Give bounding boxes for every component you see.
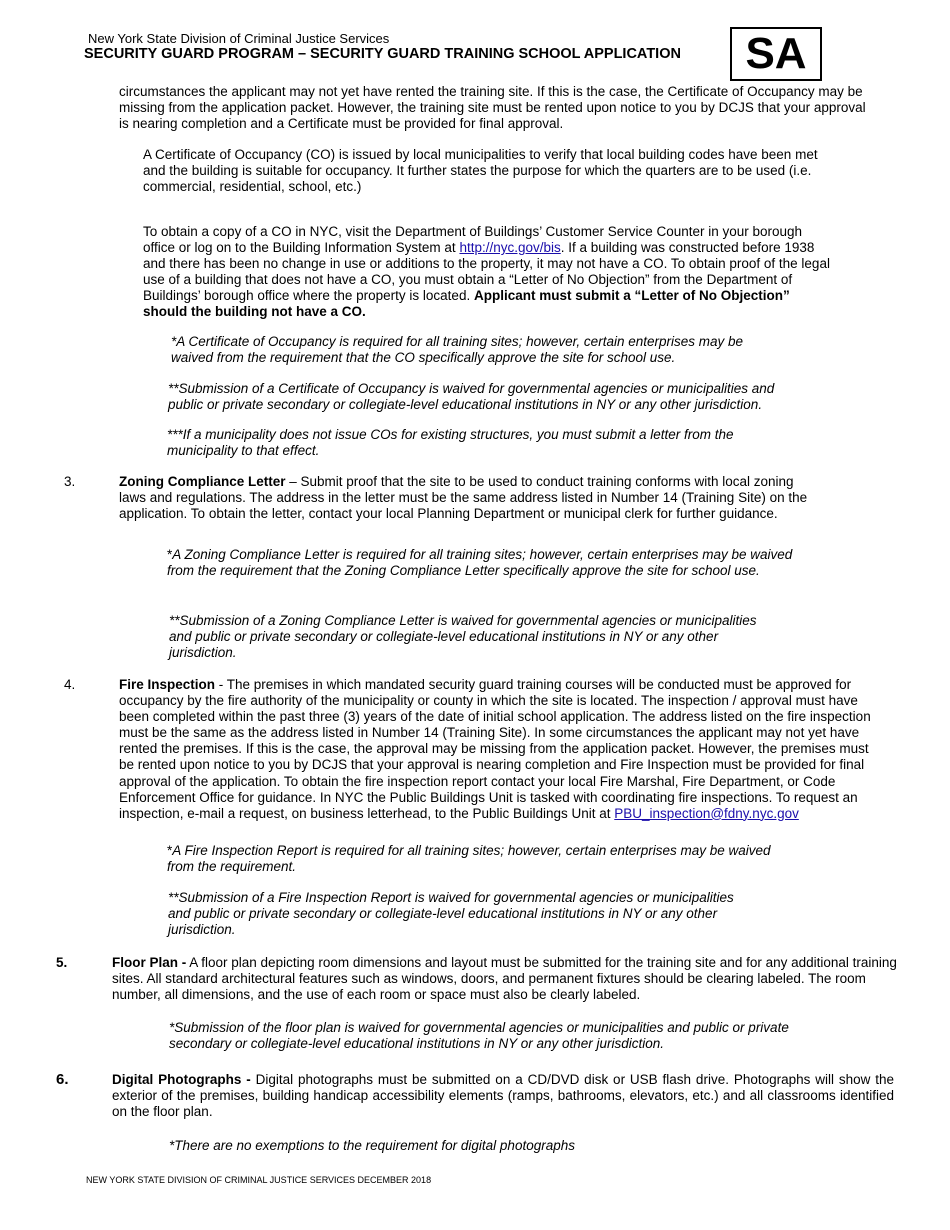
zoning-note-1-text: A Zoning Compliance Letter is required for all training sites; however, certain enterprises may be waived from the requirement that the Zoning Compliance Letter specifically approve the site for school use. <box>167 547 793 579</box>
fire-note-1: *A Fire Inspection Report is required for all training sites; however, certain enterprises may be waived from the requirement. <box>167 843 771 875</box>
digital-photos-title: Digital Photographs - <box>112 1072 251 1087</box>
co-note-1: *A Certificate of Occupancy is required for all training sites; however, certain enterprises may be waived from the requirement that the CO specifically approve the site for school use. <box>171 334 744 366</box>
zoning-note-2: **Submission of a Zoning Compliance Letter is waived for governmental agencies or municipalities and public or private secondary or collegiate-level educational institutions in NY or any other jurisdiction. <box>169 613 757 661</box>
nyc-bis-link[interactable]: http://nyc.gov/bis <box>459 240 561 256</box>
fire-inspection-text: - The premises in which mandated security guard training courses will be conducted must be approved for occupancy by the fire authority of the municipality or county in which the site is located. The inspection / approval must have been completed within the past three (3) years of the date of initial school application. The address listed on the fire inspection must be the same as the address listed in Number 14 (Training Site). In some circumstances the applicant may not yet have rented the premises. If this is the case, the approval may be missing from the application packet. However, the premises must be rented upon notice to you by DCJS that your approval is nearing completion and Fire Inspection must be provided for final approval of the application. To obtain the fire inspection report contact your local Fire Marshal, Fire Department, or Code Enforcement Office for guidance. In NYC the Public Buildings Unit is tasked with coordinating fire inspections. To request an inspection, e-mail a request, on business letterhead, to the Public Buildings Unit at <box>119 677 871 821</box>
agency-name: New York State Division of Criminal Justice Services <box>88 31 390 46</box>
zoning-text: – Submit proof that the site to be used to conduct training conforms with local zoning laws and regulations. The address in the letter must be the same address listed in Number 14 (Training Site) on the application. To obtain the letter, contact your local Planning Department or municipal clerk for further guidance. <box>119 474 808 522</box>
fdny-email-link[interactable]: PBU_inspection@fdny.nyc.gov <box>614 805 799 821</box>
fire-inspection-paragraph <box>119 677 884 822</box>
fire-note-1-text: A Fire Inspection Report is required for all training sites; however, certain enterprises may be waived from the requirement. <box>167 843 771 875</box>
floor-plan-note: *Submission of the floor plan is waived for governmental agencies or municipalities and public or private secondary or collegiate-level educational institutions in NY or any other jurisdiction. <box>169 1020 789 1052</box>
item-number: 4. <box>64 677 76 692</box>
fire-note-2: **Submission of a Fire Inspection Report is waived for governmental agencies or municipalities and public or private secondary or collegiate-level educational institutions in NY or any other jurisdiction. <box>168 890 734 938</box>
digital-photos-note: *There are no exemptions to the requirement for digital photographs <box>169 1138 575 1153</box>
nyc-co-paragraph <box>143 224 833 321</box>
floor-plan-text: A floor plan depicting room dimensions and layout must be submitted for the training site and for any additional training sites. All standard architectural features such as windows, doors, and permanent fixtures should be clearing labeled. The room number, all dimensions, and the use of each room or space must also be clearly labeled. <box>112 955 897 1003</box>
form-code-box: SA <box>730 27 822 81</box>
nyc-bold-requirement: Applicant must submit a “Letter of No Objection” should the building not have a CO. <box>143 288 790 320</box>
page-footer: NEW YORK STATE DIVISION OF CRIMINAL JUSTICE SERVICES DECEMBER 2018 <box>86 1175 432 1185</box>
item-number: 6. <box>56 1071 69 1088</box>
nyc-text-1: To obtain a copy of a CO in NYC, visit the Department of Buildings’ Customer Service Counter in your borough office or log on to the Building Information System at <box>143 224 803 256</box>
item-number: 5. <box>56 955 68 970</box>
co-note-2: **Submission of a Certificate of Occupancy is waived for governmental agencies or municipalities and public or private secondary or collegiate-level educational institutions in NY or any other jurisdiction. <box>168 381 775 413</box>
form-title: SECURITY GUARD PROGRAM – SECURITY GUARD TRAINING SCHOOL APPLICATION <box>84 46 681 62</box>
nyc-text-2: . If a building was constructed before 1938 and there has been no change in use or additions to the property, it may not have a CO. To obtain proof of the legal use of a building that does not have a CO, you must obtain a “Letter of No Objection” from the Department of Buildings’ borough office where the property is located. <box>143 240 830 304</box>
co-note-3: ***If a municipality does not issue COs for existing structures, you must submit a letter from the municipality to that effect. <box>167 427 734 459</box>
zoning-title: Zoning Compliance Letter <box>119 474 286 489</box>
zoning-note-1: *A Zoning Compliance Letter is required for all training sites; however, certain enterprises may be waived from the requirement that the Zoning Compliance Letter specifically approve the site for school use. <box>167 547 793 579</box>
fire-inspection-title: Fire Inspection <box>119 677 216 692</box>
item-number: 3. <box>64 474 76 489</box>
digital-photos-text: Digital photographs must be submitted on a CD/DVD disk or USB flash drive. Photographs will show the exterior of the premises, building handicap accessibility elements (ramps, bathrooms, elevators, etc.) and all classrooms identified on the floor plan. <box>112 1072 895 1120</box>
floor-plan-title: Floor Plan - <box>112 955 187 970</box>
zoning-compliance-paragraph <box>119 474 809 522</box>
co-definition: A Certificate of Occupancy (CO) is issued by local municipalities to verify that local building codes have been met and the building is suitable for occupancy. It further states the purpose for which the quarters are to be used (i.e. commercial, residential, school, etc.) <box>143 147 818 195</box>
intro-paragraph: circumstances the applicant may not yet have rented the training site. If this is the case, the Certificate of Occupancy may be missing from the application packet. However, the training site must be rented upon notice to you by DCJS that your approval is nearing completion and a Certificate must be provided for final approval. <box>119 84 866 132</box>
floor-plan-paragraph <box>112 955 902 1003</box>
digital-photographs-paragraph <box>112 1072 894 1120</box>
